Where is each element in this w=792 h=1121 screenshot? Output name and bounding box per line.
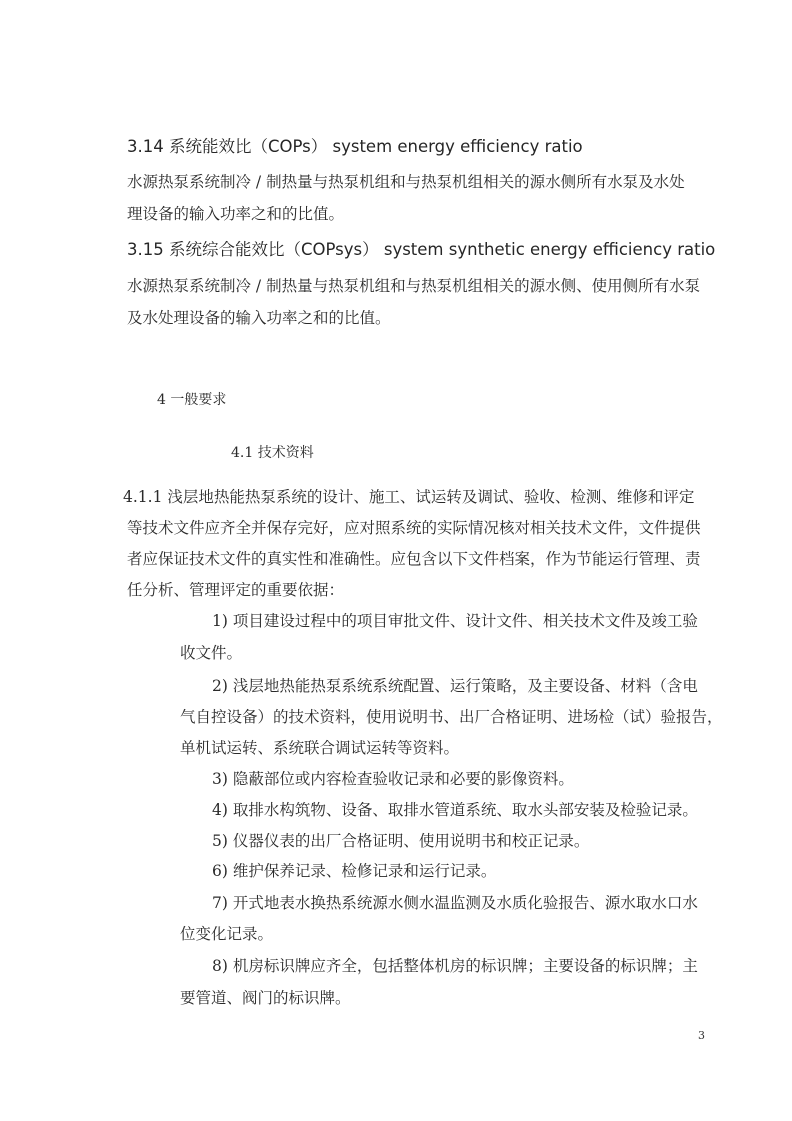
list-item: 位变化记录。 — [180, 925, 274, 943]
section-3-14-text-line1: 水源热泵系统制冷 / 制热量与热泵机组和与热泵机组相关的源水侧所有水泵及水处 — [127, 173, 685, 191]
page-number: 3 — [698, 1029, 705, 1042]
section-4-1-1-line: 任分析、管理评定的重要依据： — [127, 581, 345, 599]
list-item: 收文件。 — [180, 644, 243, 662]
list-item: 4) 取排水构筑物、设备、取排水管道系统、取水头部安装及检验记录。 — [212, 801, 698, 819]
list-item: 要管道、阀门的标识牌。 — [180, 989, 351, 1007]
list-item: 2) 浅层地热能热泵系统系统配置、运行策略，及主要设备、材料（含电 — [212, 677, 698, 695]
list-item: 3) 隐蔽部位或内容检查验收记录和必要的影像资料。 — [212, 770, 574, 788]
section-3-14-text-line2: 理设备的输入功率之和的比值。 — [127, 205, 345, 223]
list-item: 单机试运转、系统联合调试运转等资料。 — [180, 739, 460, 757]
section-4-title: 4 一般要求 — [157, 392, 227, 408]
section-3-15-text-line2: 及水处理设备的输入功率之和的比值。 — [127, 309, 391, 327]
section-3-14-title: 3.14 系统能效比（COPs） system energy efficiency ratio — [127, 137, 583, 156]
list-item: 1) 项目建设过程中的项目审批文件、设计文件、相关技术文件及竣工验 — [212, 612, 698, 630]
section-4-1-1-line: 4.1.1 浅层地热能热泵系统的设计、施工、试运转及调试、验收、检测、维修和评定 — [123, 488, 695, 506]
section-4-1-1-line: 等技术文件应齐全并保存完好，应对照系统的实际情况核对相关技术文件，文件提供 — [127, 519, 701, 537]
list-item: 5) 仪器仪表的出厂合格证明、使用说明书和校正记录。 — [212, 832, 590, 850]
section-3-15-title: 3.15 系统综合能效比（COPsys） system synthetic energy efficiency ratio — [127, 240, 716, 259]
section-4-1-1-line: 者应保证技术文件的真实性和准确性。应包含以下文件档案，作为节能运行管理、责 — [127, 550, 701, 568]
list-item: 气自控设备）的技术资料，使用说明书、出厂合格证明、进场检（试）验报告， — [180, 708, 723, 726]
list-item: 7) 开式地表水换热系统源水侧水温监测及水质化验报告、源水取水口水 — [212, 894, 698, 912]
section-3-15-text-line1: 水源热泵系统制冷 / 制热量与热泵机组和与热泵机组相关的源水侧、使用侧所有水泵 — [127, 277, 701, 295]
list-item: 6) 维护保养记录、检修记录和运行记录。 — [212, 862, 497, 880]
list-item: 8) 机房标识牌应齐全，包括整体机房的标识牌；主要设备的标识牌；主 — [212, 957, 698, 975]
section-4-1-title: 4.1 技术资料 — [231, 445, 314, 461]
